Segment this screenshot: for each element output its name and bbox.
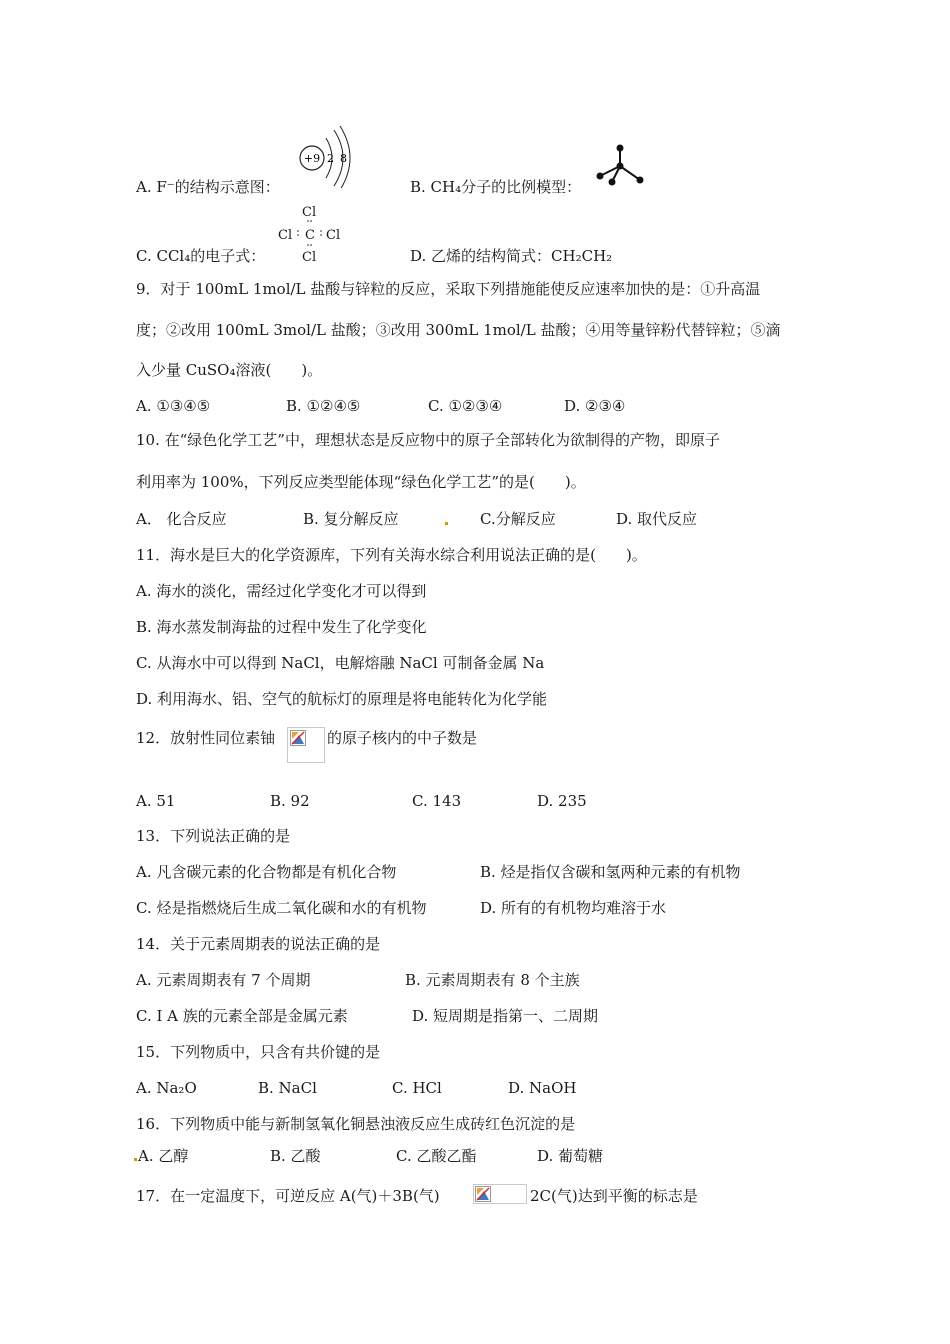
svg-text:Cl: Cl: [326, 228, 341, 243]
q14-option-d: D. 短周期是指第一、二周期: [412, 1007, 599, 1025]
q8-option-d: D. 乙烯的结构简式：CH₂CH₂: [410, 247, 613, 265]
q9-stem-line2: 度；②改用 100mL 3mol/L 盐酸；③改用 300mL 1mol/L 盐酸；④用等量锌粉代替锌粒；⑤滴: [136, 321, 781, 339]
q9-stem-line3: 入少量 CuSO₄溶液( )。: [136, 361, 323, 379]
stray-dot: [134, 1158, 137, 1161]
q11-option-b: B. 海水蒸发制海盐的过程中发生了化学变化: [136, 618, 427, 636]
shell-1-count: 2: [327, 152, 334, 165]
q14-option-c: C. Ⅰ A 族的元素全部是金属元素: [136, 1007, 348, 1025]
svg-text:C: C: [305, 228, 315, 243]
ccl4-electron-formula: [276, 203, 346, 265]
q11-stem: 11．海水是巨大的化学资源库，下列有关海水综合利用说法正确的是( )。: [136, 546, 647, 564]
q12-option-a: A. 51: [136, 792, 176, 810]
q15-option-d: D. NaOH: [508, 1079, 577, 1097]
q10-option-a: A． 化合反应: [136, 510, 227, 528]
q10-option-d: D. 取代反应: [616, 510, 698, 528]
q16-option-b: B. 乙酸: [270, 1147, 321, 1165]
svg-text:Cl: Cl: [278, 228, 293, 243]
q15-option-c: C. HCl: [392, 1079, 442, 1097]
q16-option-c: C. 乙酸乙酯: [396, 1147, 477, 1165]
q13-option-a: A. 凡含碳元素的化合物都是有机化合物: [136, 863, 397, 881]
q16-option-a: A. 乙醇: [138, 1147, 189, 1165]
stray-dot: [445, 522, 448, 525]
q9-option-d: D. ②③④: [564, 397, 626, 415]
q12-option-c: C. 143: [412, 792, 462, 810]
svg-text:Cl: Cl: [302, 250, 317, 265]
q13-option-d: D. 所有的有机物均难溶于水: [480, 899, 667, 917]
q8-option-b: B. CH₄分子的比例模型：: [410, 178, 582, 196]
q9-option-a: A. ①③④⑤: [136, 397, 211, 415]
q8-option-a: A. F⁻的结构示意图：: [136, 178, 280, 196]
ch4-model-image: [590, 140, 650, 190]
nucleus-charge: +9: [303, 152, 321, 165]
q11-option-a: A. 海水的淡化，需经过化学变化才可以得到: [136, 582, 427, 600]
q16-stem: 16．下列物质中能与新制氢氧化铜悬浊液反应生成砖红色沉淀的是: [136, 1115, 576, 1133]
q9-stem-line1: 9．对于 100mL 1mol/L 盐酸与锌粒的反应，采取下列措施能使反应速率加快的是：①升高温: [136, 280, 761, 298]
q10-stem-line2: 利用率为 100%，下列反应类型能体现“绿色化学工艺”的是( )。: [136, 473, 586, 491]
q12-option-b: B. 92: [270, 792, 310, 810]
fluoride-ion-structure-diagram: [296, 124, 358, 188]
q13-stem: 13．下列说法正确的是: [136, 827, 291, 845]
q12-option-d: D. 235: [537, 792, 587, 810]
q16-option-d: D. 葡萄糖: [537, 1147, 604, 1165]
q13-option-c: C. 烃是指燃烧后生成二氧化碳和水的有机物: [136, 899, 427, 917]
q14-option-b: B. 元素周期表有 8 个主族: [405, 971, 580, 989]
q17-stem-before: 17．在一定温度下，可逆反应 A(气)＋3B(气): [136, 1187, 440, 1205]
q12-stem-before: 12．放射性同位素铀: [136, 729, 276, 747]
q9-option-b: B. ①②④⑤: [286, 397, 361, 415]
q15-option-a: A. Na₂O: [136, 1079, 197, 1097]
q11-option-d: D. 利用海水、铝、空气的航标灯的原理是将电能转化为化学能: [136, 690, 548, 708]
broken-image-icon: [287, 727, 325, 763]
q15-option-b: B. NaCl: [258, 1079, 317, 1097]
q10-option-c: C.分解反应: [480, 510, 556, 528]
svg-text:Cl: Cl: [302, 205, 317, 220]
q9-option-c: C. ①②③④: [428, 397, 503, 415]
q8-option-c: C. CCl₄的电子式：: [136, 247, 266, 265]
q15-stem: 15．下列物质中，只含有共价键的是: [136, 1043, 381, 1061]
shell-2-count: 8: [340, 152, 347, 165]
broken-image-icon: [473, 1184, 527, 1204]
q11-option-c: C. 从海水中可以得到 NaCl，电解熔融 NaCl 可制备金属 Na: [136, 654, 545, 672]
q17-stem-after: 2C(气)达到平衡的标志是: [530, 1187, 698, 1205]
q14-option-a: A. 元素周期表有 7 个周期: [136, 971, 311, 989]
q14-stem: 14．关于元素周期表的说法正确的是: [136, 935, 381, 953]
q10-option-b: B. 复分解反应: [303, 510, 399, 528]
q10-stem-line1: 10. 在“绿色化学工艺”中，理想状态是反应物中的原子全部转化为欲制得的产物，即原子: [136, 431, 720, 449]
q12-stem-after: 的原子核内的中子数是: [327, 729, 478, 747]
q13-option-b: B. 烃是指仅含碳和氢两种元素的有机物: [480, 863, 741, 881]
